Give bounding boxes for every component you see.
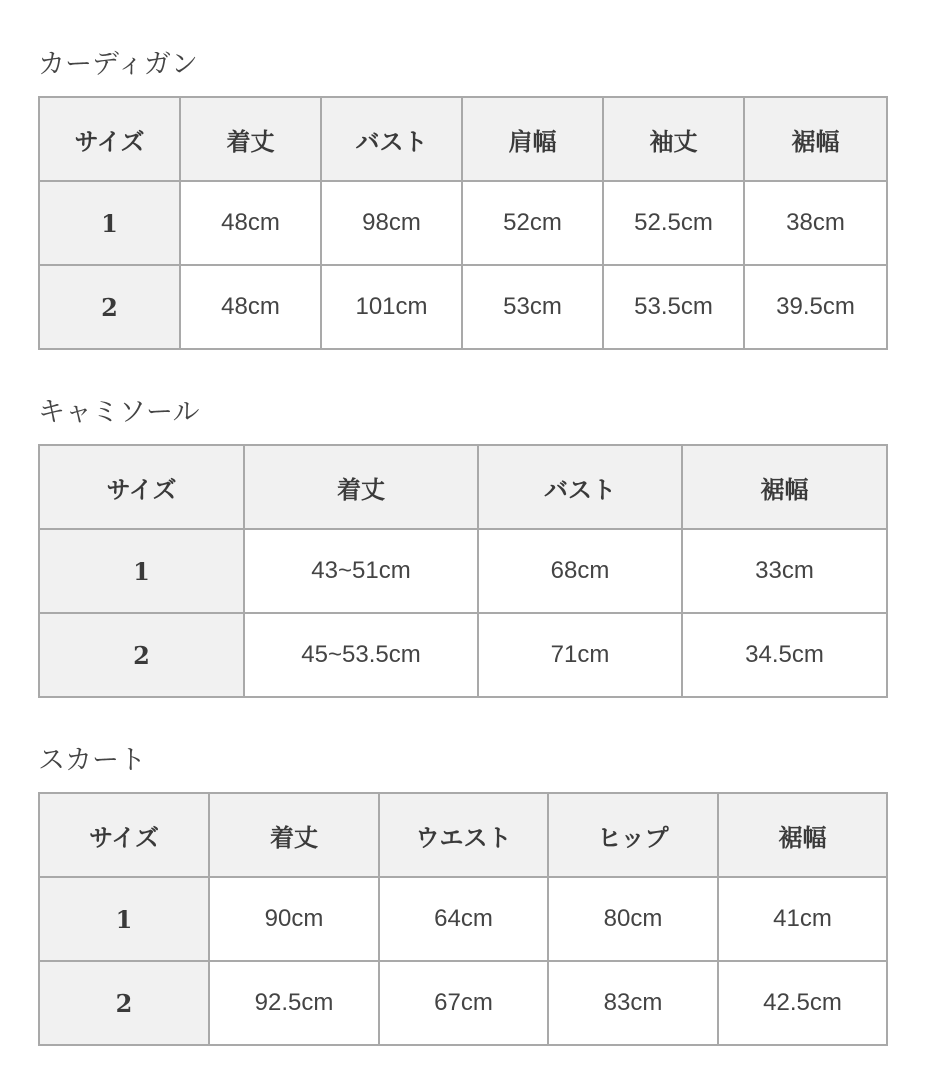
table-cell: 80cm (548, 877, 718, 961)
table-cell: 83cm (548, 961, 718, 1045)
header-cell: バスト (321, 97, 462, 181)
camisole-size-table (38, 444, 888, 698)
skirt-size-table (38, 792, 888, 1046)
header-cell: バスト (478, 445, 682, 529)
size-cell: 2 (39, 961, 209, 1045)
section-title: スカート (38, 745, 146, 776)
header-cell: 着丈 (180, 97, 321, 181)
section-title: カーディガン (38, 49, 198, 80)
size-cell: 1 (39, 877, 209, 961)
table-cell: 101cm (321, 265, 462, 349)
header-cell: 着丈 (209, 793, 379, 877)
table-cell: 53cm (462, 265, 603, 349)
header-cell: ヒップ (548, 793, 718, 877)
size-cell: 1 (39, 181, 180, 265)
table-cell: 52.5cm (603, 181, 744, 265)
table-cell: 33cm (682, 529, 887, 613)
table-cell: 98cm (321, 181, 462, 265)
cardigan-section (38, 48, 886, 350)
table-cell: 42.5cm (718, 961, 887, 1045)
skirt-section (38, 744, 886, 1046)
header-cell: サイズ (39, 793, 209, 877)
table-cell: 64cm (379, 877, 548, 961)
table-cell: 67cm (379, 961, 548, 1045)
table-row (39, 613, 887, 697)
table-row (39, 877, 887, 961)
size-cell: 1 (39, 529, 244, 613)
header-cell: ウエスト (379, 793, 548, 877)
header-cell: 裾幅 (744, 97, 887, 181)
header-cell: サイズ (39, 445, 244, 529)
table-cell: 45~53.5cm (244, 613, 478, 697)
header-cell: 裾幅 (682, 445, 887, 529)
table-row (39, 265, 887, 349)
table-cell: 71cm (478, 613, 682, 697)
header-cell: 着丈 (244, 445, 478, 529)
table-header-row (39, 793, 887, 877)
cardigan-size-table (38, 96, 888, 350)
table-cell: 39.5cm (744, 265, 887, 349)
table-cell: 48cm (180, 265, 321, 349)
table-cell: 53.5cm (603, 265, 744, 349)
table-row (39, 181, 887, 265)
table-cell: 48cm (180, 181, 321, 265)
table-row (39, 529, 887, 613)
size-cell: 2 (39, 613, 244, 697)
header-cell: サイズ (39, 97, 180, 181)
table-cell: 68cm (478, 529, 682, 613)
table-header-row (39, 97, 887, 181)
table-cell: 38cm (744, 181, 887, 265)
table-cell: 92.5cm (209, 961, 379, 1045)
table-cell: 41cm (718, 877, 887, 961)
table-cell: 43~51cm (244, 529, 478, 613)
size-cell: 2 (39, 265, 180, 349)
camisole-section (38, 396, 886, 698)
header-cell: 袖丈 (603, 97, 744, 181)
header-cell: 肩幅 (462, 97, 603, 181)
table-row (39, 961, 887, 1045)
header-cell: 裾幅 (718, 793, 887, 877)
table-cell: 52cm (462, 181, 603, 265)
section-title: キャミソール (38, 397, 200, 428)
table-cell: 34.5cm (682, 613, 887, 697)
table-header-row (39, 445, 887, 529)
table-cell: 90cm (209, 877, 379, 961)
